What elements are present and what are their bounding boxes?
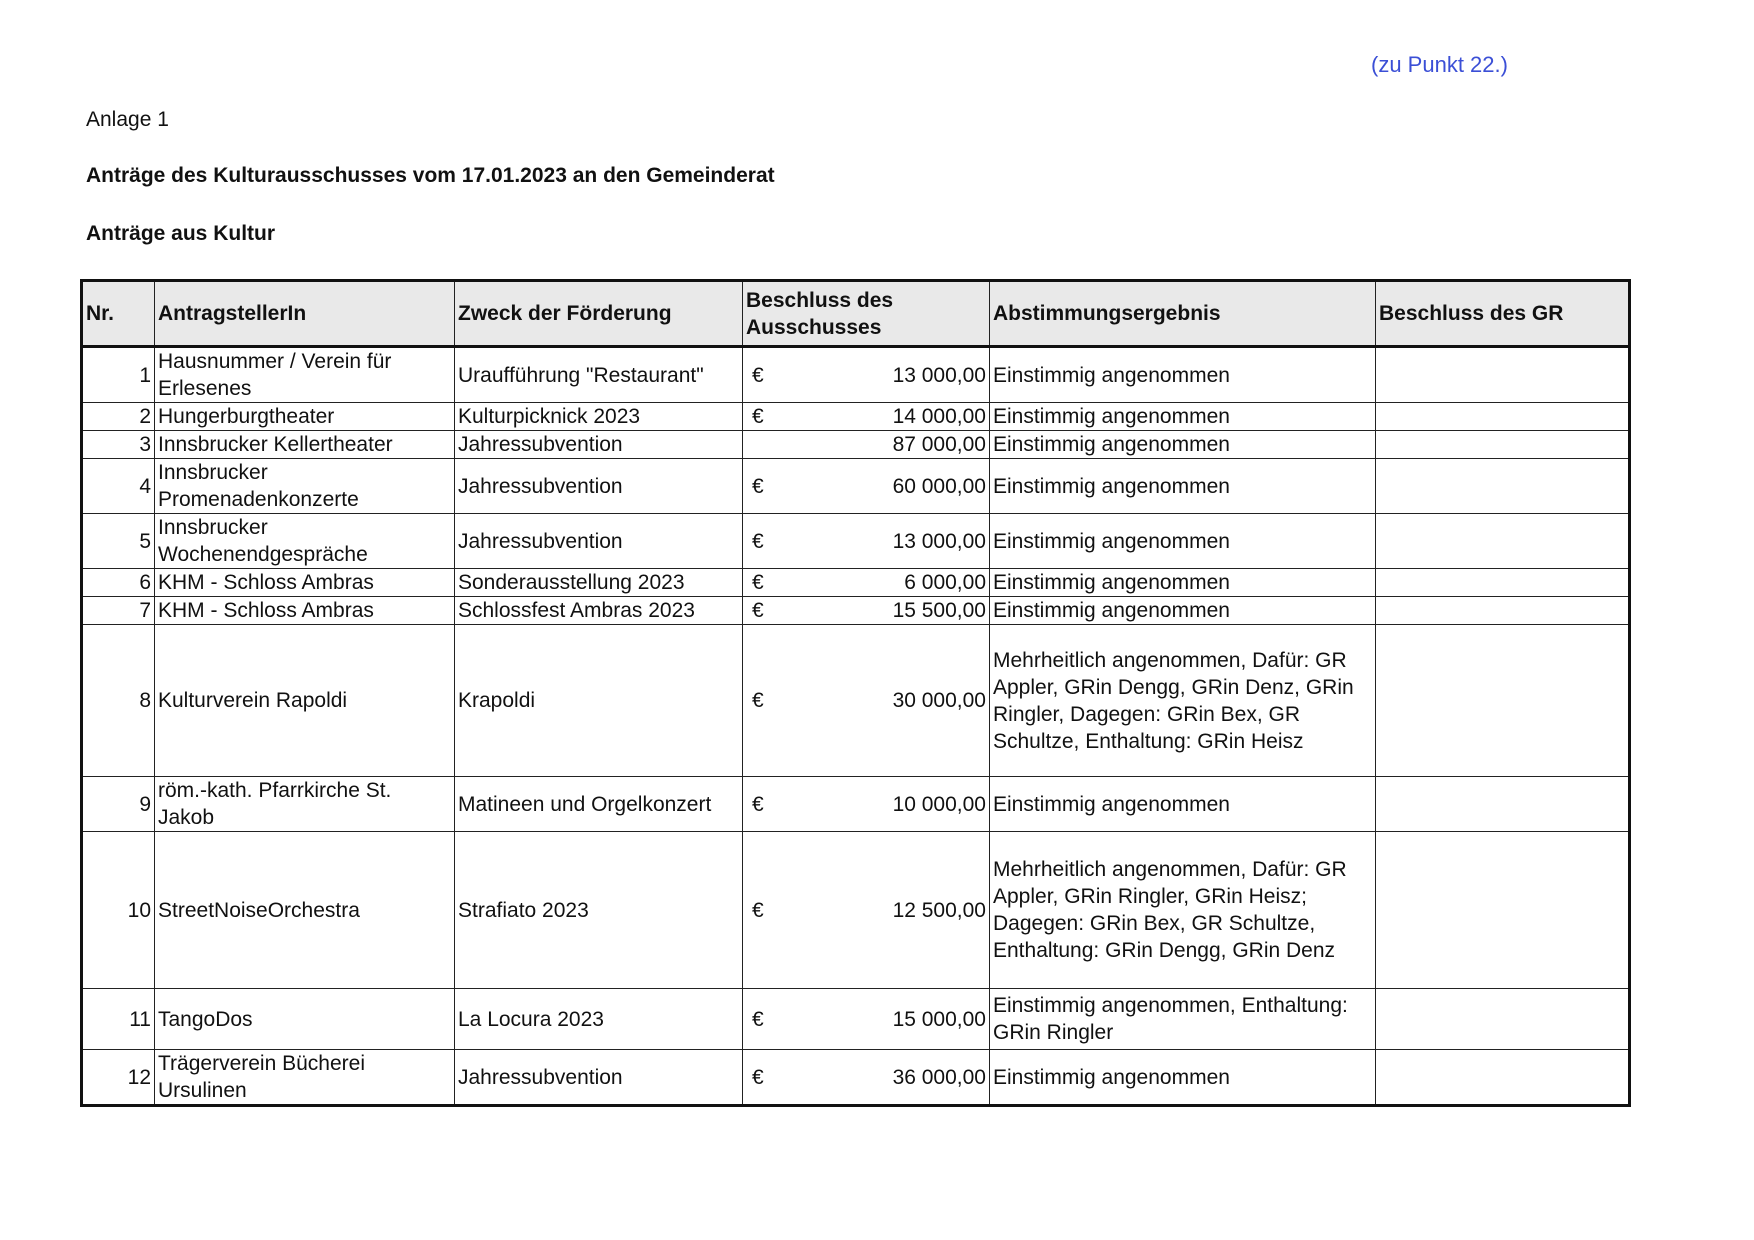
council-decision-cell (1376, 832, 1630, 989)
table-row (82, 431, 1630, 459)
amount-cell (743, 832, 990, 989)
amount-value: 30 000,00 (892, 689, 986, 712)
table-row (82, 569, 1630, 597)
row-number: 4 (82, 459, 155, 514)
annex-label: Anlage 1 (86, 108, 169, 131)
applicant-cell: Trägerverein Bücherei Ursulinen (155, 1050, 455, 1106)
council-decision-cell (1376, 569, 1630, 597)
currency-symbol: € (752, 571, 764, 594)
purpose-cell: Jahressubvention (455, 514, 743, 569)
applicant-cell: Hausnummer / Verein für Erlesenes (155, 347, 455, 403)
amount-value: 13 000,00 (892, 529, 986, 553)
vote-result-cell: Mehrheitlich angenommen, Dafür: GR Appler, GRin Ringler, GRin Heisz; Dagegen: GRin Bex, GR Schultze, Enthaltung: GRin Dengg, GRin Denz (990, 832, 1376, 989)
document-title: Anträge des Kulturausschusses vom 17.01.2023 an den Gemeinderat (86, 164, 775, 187)
row-number: 9 (82, 777, 155, 832)
amount-cell (743, 1050, 990, 1106)
amount-value: 10 000,00 (892, 792, 986, 816)
currency-symbol: € (752, 529, 764, 553)
amount-value: 15 500,00 (892, 599, 986, 622)
row-number: 6 (82, 569, 155, 597)
section-title: Anträge aus Kultur (86, 222, 276, 245)
amount-cell (743, 459, 990, 514)
currency-symbol: € (752, 1065, 764, 1089)
vote-result-cell: Einstimmig angenommen (990, 459, 1376, 514)
table-row (82, 459, 1630, 514)
purpose-cell: La Locura 2023 (455, 989, 743, 1050)
currency-symbol: € (752, 405, 764, 428)
row-number: 3 (82, 431, 155, 459)
currency-symbol: € (752, 689, 764, 712)
council-decision-cell (1376, 777, 1630, 832)
vote-result-cell: Einstimmig angenommen (990, 569, 1376, 597)
row-number: 1 (82, 347, 155, 403)
applicant-cell: KHM - Schloss Ambras (155, 597, 455, 625)
amount-cell (743, 777, 990, 832)
council-decision-cell (1376, 625, 1630, 777)
table-row (82, 347, 1630, 403)
amount-value: 15 000,00 (892, 1007, 986, 1031)
vote-result-cell: Einstimmig angenommen, Enthaltung: GRin Ringler (990, 989, 1376, 1050)
table-row (82, 403, 1630, 431)
amount-cell (743, 347, 990, 403)
applicant-cell: Hungerburgtheater (155, 403, 455, 431)
vote-result-cell: Einstimmig angenommen (990, 514, 1376, 569)
amount-value: 14 000,00 (892, 405, 986, 428)
col-header-council-decision: Beschluss des GR (1376, 281, 1630, 347)
col-header-nr: Nr. (82, 281, 155, 347)
applicant-cell: StreetNoiseOrchestra (155, 832, 455, 989)
table-row (82, 777, 1630, 832)
currency-symbol: € (752, 474, 764, 498)
reference-note: (zu Punkt 22.) (1371, 52, 1508, 77)
council-decision-cell (1376, 1050, 1630, 1106)
currency-symbol: € (752, 898, 764, 922)
purpose-cell: Jahressubvention (455, 1050, 743, 1106)
amount-cell (743, 597, 990, 625)
amount-value: 6 000,00 (904, 571, 986, 594)
row-number: 7 (82, 597, 155, 625)
council-decision-cell (1376, 989, 1630, 1050)
purpose-cell: Sonderausstellung 2023 (455, 569, 743, 597)
purpose-cell: Jahressubvention (455, 431, 743, 459)
col-header-vote-result: Abstimmungsergebnis (990, 281, 1376, 347)
row-number: 2 (82, 403, 155, 431)
vote-result-cell: Einstimmig angenommen (990, 347, 1376, 403)
purpose-cell: Krapoldi (455, 625, 743, 777)
applicant-cell: röm.-kath. Pfarrkirche St. Jakob (155, 777, 455, 832)
council-decision-cell (1376, 514, 1630, 569)
currency-symbol: € (752, 363, 764, 387)
vote-result-cell: Einstimmig angenommen (990, 403, 1376, 431)
amount-cell (743, 625, 990, 777)
vote-result-cell: Mehrheitlich angenommen, Dafür: GR Appler, GRin Dengg, GRin Denz, GRin Ringler, Dagegen: GRin Bex, GR Schultze, Enthaltung: GRin Heisz (990, 625, 1376, 777)
amount-cell (743, 989, 990, 1050)
applicant-cell: Innsbrucker Kellertheater (155, 431, 455, 459)
row-number: 12 (82, 1050, 155, 1106)
applicant-cell: Kulturverein Rapoldi (155, 625, 455, 777)
table-row (82, 1050, 1630, 1106)
row-number: 8 (82, 625, 155, 777)
council-decision-cell (1376, 459, 1630, 514)
col-header-applicant: AntragstellerIn (155, 281, 455, 347)
amount-value: 87 000,00 (892, 433, 986, 456)
amount-value: 12 500,00 (892, 898, 986, 922)
purpose-cell: Jahressubvention (455, 459, 743, 514)
currency-symbol: € (752, 1007, 764, 1031)
applicant-cell: TangoDos (155, 989, 455, 1050)
purpose-cell: Uraufführung "Restaurant" (455, 347, 743, 403)
row-number: 11 (82, 989, 155, 1050)
amount-value: 60 000,00 (892, 474, 986, 498)
vote-result-cell: Einstimmig angenommen (990, 1050, 1376, 1106)
col-header-purpose: Zweck der Förderung (455, 281, 743, 347)
council-decision-cell (1376, 431, 1630, 459)
currency-symbol: € (752, 599, 764, 622)
council-decision-cell (1376, 597, 1630, 625)
purpose-cell: Kulturpicknick 2023 (455, 403, 743, 431)
amount-cell (743, 403, 990, 431)
amount-value: 13 000,00 (892, 363, 986, 387)
council-decision-cell (1376, 347, 1630, 403)
purpose-cell: Strafiato 2023 (455, 832, 743, 989)
vote-result-cell: Einstimmig angenommen (990, 597, 1376, 625)
table-row (82, 989, 1630, 1050)
amount-cell (743, 569, 990, 597)
table-row (82, 832, 1630, 989)
table-header-row (82, 281, 1630, 347)
amount-cell (743, 431, 990, 459)
col-header-committee-decision: Beschluss des Ausschusses (743, 281, 990, 347)
table-row (82, 625, 1630, 777)
table-row (82, 597, 1630, 625)
applicant-cell: Innsbrucker Wochenendgespräche (155, 514, 455, 569)
row-number: 10 (82, 832, 155, 989)
purpose-cell: Matineen und Orgelkonzert (455, 777, 743, 832)
amount-cell (743, 514, 990, 569)
amount-value: 36 000,00 (892, 1065, 986, 1089)
applicant-cell: KHM - Schloss Ambras (155, 569, 455, 597)
council-decision-cell (1376, 403, 1630, 431)
applications-table (80, 279, 1631, 1107)
row-number: 5 (82, 514, 155, 569)
vote-result-cell: Einstimmig angenommen (990, 777, 1376, 832)
currency-symbol: € (752, 792, 764, 816)
purpose-cell: Schlossfest Ambras 2023 (455, 597, 743, 625)
applicant-cell: Innsbrucker Promenadenkonzerte (155, 459, 455, 514)
table-row (82, 514, 1630, 569)
vote-result-cell: Einstimmig angenommen (990, 431, 1376, 459)
